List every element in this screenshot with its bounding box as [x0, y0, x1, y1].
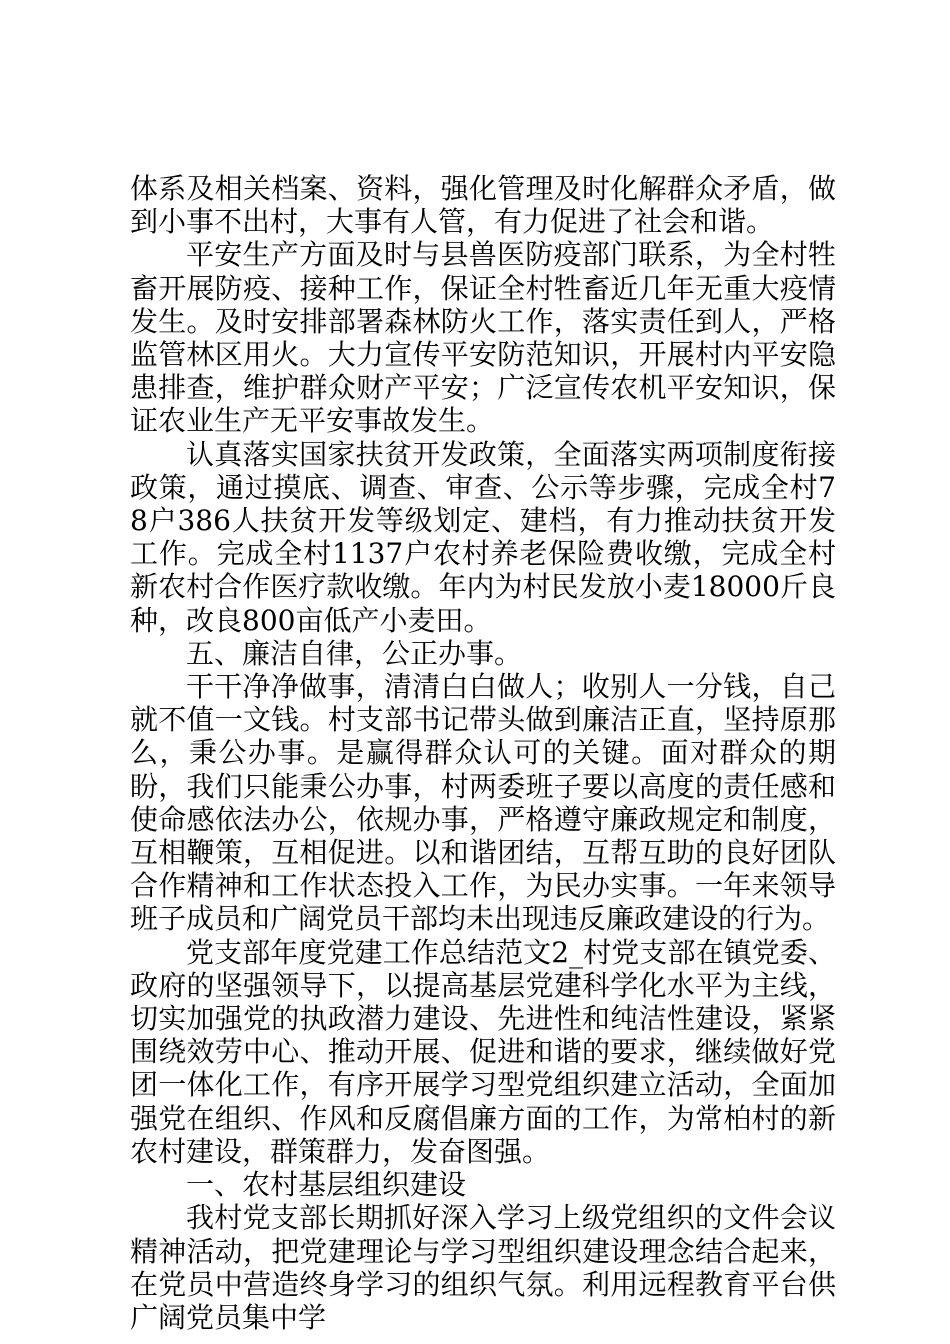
section-heading-1: 一、农村基层组织建设 [186, 1168, 467, 1202]
paragraph-1: 体系及相关档案、资料，强化管理及时化解群众矛盾，做到小事不出村，大事有人管，有力促进了社会和谐。 [130, 172, 836, 239]
paragraph-4: 干干净净做事，清清白白做人；收别人一分钱，自己就不值一文钱。村支部书记带头做到廉洁正直，坚持原那么，秉公办事。是赢得群众认可的关键。面对群众的期盼，我们只能秉公办事，村两委班子要以高度的责任感和使命感依法办公，依规办事，严格遵守廉政规定和制度，互相鞭策，互相促进。以和谐团结，互帮互助的良好团队合作精神和工作状态投入工作，为民办实事。一年来领导班子成员和广阔党员干部均未出现违反廉政建设的行为。 [130, 670, 836, 936]
section-heading-5: 五、廉洁自律，公正办事。 [186, 636, 523, 670]
document-page [130, 172, 836, 1334]
paragraph-3: 认真落实国家扶贫开发政策，全面落实两项制度衔接政策，通过摸底、调查、审查、公示等步骤，完成全村78户386人扶贫开发等级划定、建档，有力推动扶贫开发工作。完成全村1137户农村养老保险费收缴，完成全村新农村合作医疗款收缴。年内为村民发放小麦18000斤良种，改良800亩低产小麦田。 [130, 437, 836, 637]
paragraph-6: 我村党支部长期抓好深入学习上级党组织的文件会议精神活动，把党建理论与学习型组织建设理念结合起来，在党员中营造终身学习的组织气氛。利用远程教育平台供广阔党员集中学 [130, 1201, 836, 1334]
paragraph-2: 平安生产方面及时与县兽医防疫部门联系，为全村牲畜开展防疫、接种工作，保证全村牲畜近几年无重大疫情发生。及时安排部署森林防火工作，落实责任到人，严格监管林区用火。大力宣传平安防范知识，开展村内平安隐患排查，维护群众财产平安；广泛宣传农机平安知识，保证农业生产无平安事故发生。 [130, 238, 836, 438]
paragraph-5: 党支部年度党建工作总结范文2_村党支部在镇党委、政府的坚强领导下，以提高基层党建科学化水平为主线，切实加强党的执政潜力建设、先进性和纯洁性建设，紧紧围绕效劳中心、推动开展、促进和谐的要求，继续做好党团一体化工作，有序开展学习型党组织建立活动，全面加强党在组织、作风和反腐倡廉方面的工作，为常柏村的新农村建设，群策群力，发奋图强。 [130, 935, 836, 1168]
